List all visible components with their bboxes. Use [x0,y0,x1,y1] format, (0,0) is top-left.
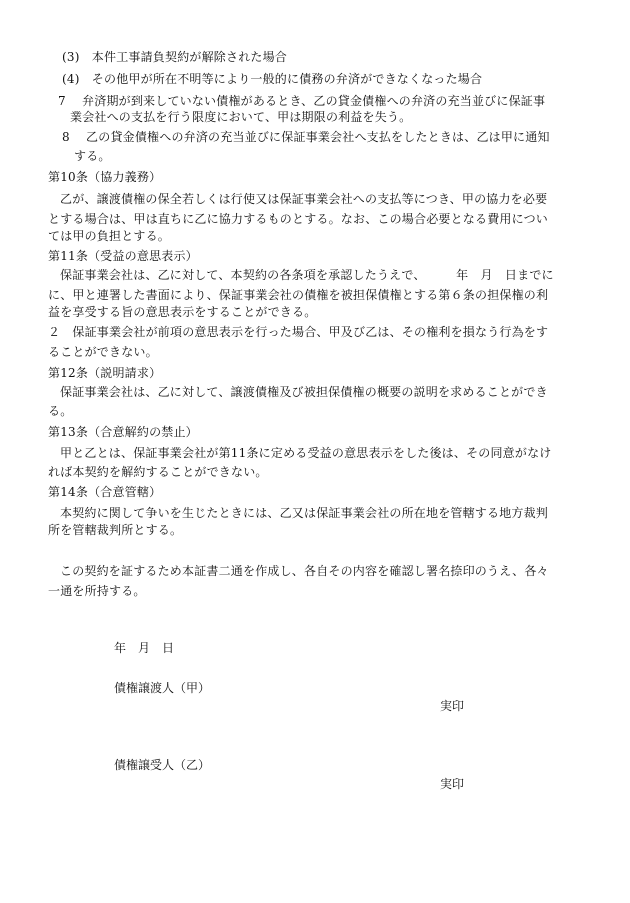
article-13-line: れば本契約を解約することができない。 [48,465,268,479]
article-14-heading: 第14条（合意管轄） [48,485,162,499]
article-13-line: 甲と乙とは、保証事業会社が第11条に定める受益の意思表示をした後は、その同意がなけ [60,446,552,460]
article-14-line: 所を管轄裁判所とする。 [48,523,183,537]
article-12-line: る。 [48,404,73,418]
article-10-line: とする場合は、甲は直ちに乙に協力するものとする。なお、この場合必要となる費用につい [48,212,548,226]
article-10-line: ては甲の負担とする。 [48,229,171,243]
article-11-heading: 第11条（受益の意思表示） [48,249,198,263]
article-10-heading: 第10条（協力義務） [48,170,162,184]
article-14-line: 本契約に関して争いを生じたときには、乙又は保証事業会社の所在地を管轄する地方裁判 [60,506,549,520]
assignee-seal: 実印 [440,777,465,791]
closing-line: 一通を所持する。 [48,584,146,598]
article-11-line: 益を享受する旨の意思表示をすることができる。 [48,305,317,319]
para-7-line-1: 7 弁済期が到来していない債権があるとき、乙の貸金債権への弁済の充当並びに保証事 [58,94,546,108]
date-line: 年 月 日 [114,641,175,655]
article-11-line: に、甲と連署した書面により、保証事業会社の債権を被担保債権とする第６条の担保権の利 [48,288,549,302]
assignee-label: 債権譲受人（乙） [114,758,211,772]
para-8-line-2: する。 [74,149,111,163]
article-12-heading: 第12条（説明請求） [48,366,162,380]
para-8-line-1: 8 乙の貸金債権への弁済の充当並びに保証事業会社へ支払をしたときは、乙は甲に通知 [62,130,550,144]
assignor-seal: 実印 [440,699,465,713]
article-12-line: 保証事業会社は、乙に対して、譲渡債権及び被担保債権の概要の説明を求めることができ [60,385,548,399]
article-13-heading: 第13条（合意解約の禁止） [48,425,198,439]
item-4: (4) その他甲が所在不明等により一般的に債務の弁済ができなくなった場合 [62,72,483,86]
closing-line: この契約を証するため本証書二通を作成し、各自その内容を確認し署名捺印のうえ、各々 [60,564,549,578]
para-7-line-2: 業会社への支払を行う限度において、甲は期限の利益を失う。 [70,110,412,124]
article-11-line: ることができない。 [48,345,158,359]
article-11-line: 保証事業会社は、乙に対して、本契約の各条項を承認したうえで、 年 月 日までに [60,268,554,282]
assignor-label: 債権譲渡人（甲） [114,681,211,695]
item-3: (3) 本件工事請負契約が解除された場合 [62,50,287,64]
article-11-line: ２ 保証事業会社が前項の意思表示を行った場合、甲及び乙は、その権利を損なう行為をす [48,325,549,339]
article-10-line: 乙が、譲渡債権の保全若しくは行使又は保証事業会社への支払等につき、甲の協力を必要 [60,192,548,206]
